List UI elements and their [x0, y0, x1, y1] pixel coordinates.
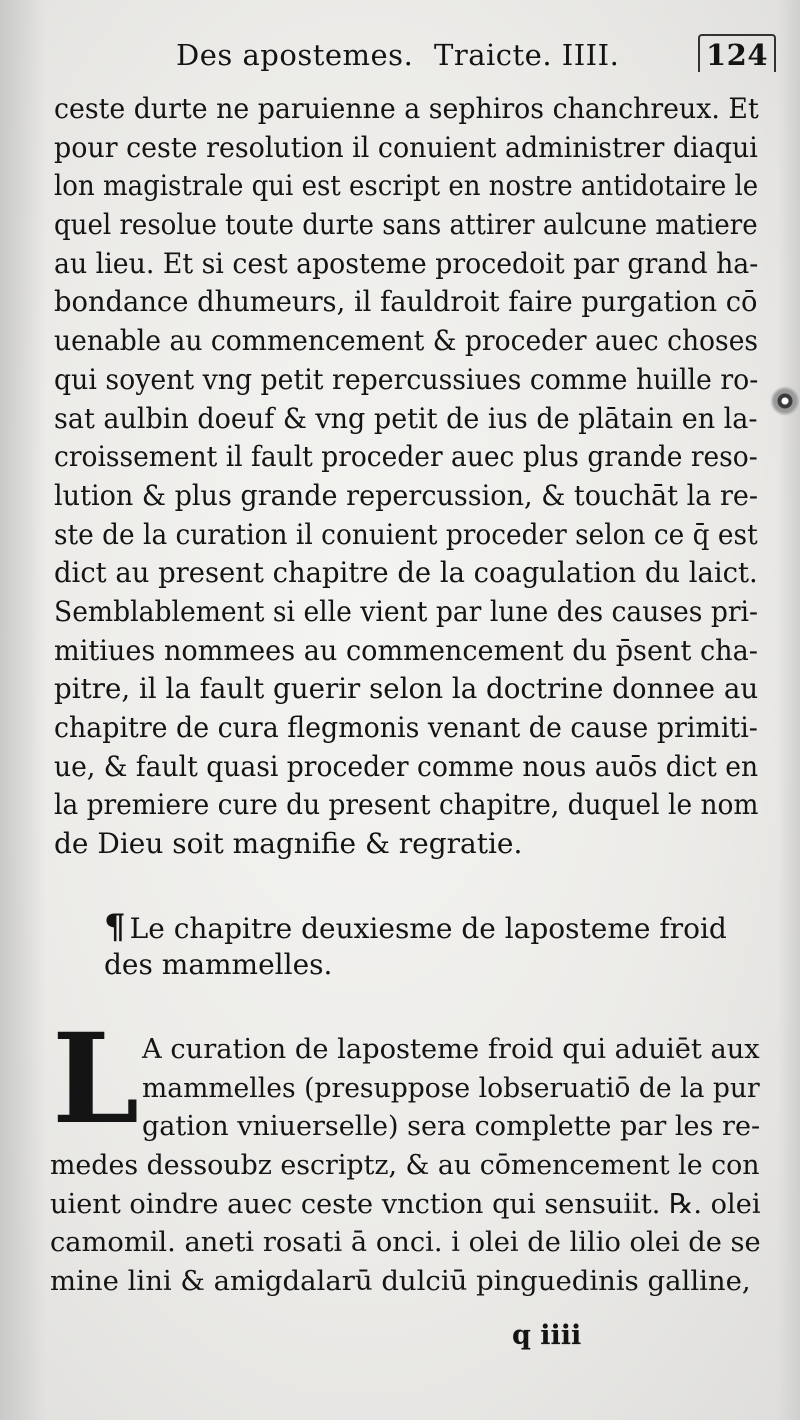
page-edge-shadow: [778, 0, 800, 1420]
signature-mark: q iiii: [512, 1320, 582, 1351]
text-line: de Dieu soit magnifie & regratie.: [54, 827, 523, 861]
running-head-left: Des apostemes.: [176, 38, 414, 72]
paragraph-two: [50, 1007, 761, 1301]
text-line: ste de la curation il conuient proceder selon ce q̄ est: [54, 517, 758, 551]
text-line: medes dessoubz escriptz, & au cōmencement le con: [50, 1149, 760, 1182]
chapter-heading-text: Le chapitre deuxiesme de laposteme froid: [129, 912, 727, 945]
running-head-center: Traicte. IIII.: [434, 38, 620, 72]
text-line: dict au present chapitre de la coagulation du laict.: [54, 556, 758, 590]
text-line: pitre, il la fault guerir selon la doctrine donnee au: [54, 672, 759, 706]
folio-number: 124: [698, 34, 776, 72]
text-line: uient oindre auec ceste vnction qui sensuiit. ℞. olei: [50, 1187, 761, 1220]
text-line: gation vniuerselle) sera complette par les re-: [142, 1110, 761, 1143]
text-line: lon magistrale qui est escript en nostre antidotaire le: [54, 169, 759, 203]
text-line: mitiues nommees au commencement du p̄sent cha-: [54, 633, 758, 667]
text-line: qui soyent vng petit repercussiues comme huille ro-: [54, 362, 759, 396]
text-line: la premiere cure du present chapitre, duquel le nom: [54, 788, 759, 822]
paragraph-one: [54, 90, 758, 864]
chapter-heading: [104, 908, 744, 984]
chapter-heading-line: [104, 908, 744, 946]
text-line: chapitre de cura flegmonis venant de cause primiti-: [54, 711, 758, 744]
chapter-heading-line-2: des mammelles.: [104, 948, 333, 981]
gutter-shadow: [0, 0, 46, 1420]
paper-hole-mark: [770, 386, 800, 416]
text-line: mine lini & amigdalarū dulciū pinguedinis galline,: [50, 1265, 751, 1298]
text-line: ue, & fault quasi proceder comme nous auōs dict en: [54, 749, 759, 783]
drop-cap: L: [52, 1007, 140, 1152]
text-line: uenable au commencement & proceder auec choses: [54, 324, 759, 358]
text-line: ceste durte ne paruienne a sephiros chanchreux. Et: [54, 92, 759, 125]
text-line: quel resolue toute durte sans attirer aulcune matiere: [54, 208, 758, 242]
pilcrow-icon: ¶: [104, 907, 126, 947]
text-line: croissement il fault proceder auec plus grande reso-: [54, 440, 758, 474]
text-line: camomil. aneti rosati ā onci. i olei de lilio olei de se: [50, 1226, 761, 1259]
text-line: bondance dhumeurs, il fauldroit faire purgation cō: [54, 285, 758, 319]
text-line: A curation de laposteme froid qui aduiēt aux: [142, 1033, 760, 1065]
text-line: sat aulbin doeuf & vng petit de ius de plātain en la-: [54, 401, 758, 435]
text-line: pour ceste resolution il conuient administrer diaqui: [54, 130, 758, 164]
text-line: au lieu. Et si cest aposteme procedoit par grand ha-: [54, 246, 759, 280]
page-header: [0, 30, 800, 78]
text-line: Semblablement si elle vient par lune des causes pri-: [54, 594, 759, 628]
text-line: lution & plus grande repercussion, & touchāt la re-: [54, 478, 759, 512]
text-line: mammelles (presuppose lobseruatiō de la pur: [142, 1071, 760, 1104]
